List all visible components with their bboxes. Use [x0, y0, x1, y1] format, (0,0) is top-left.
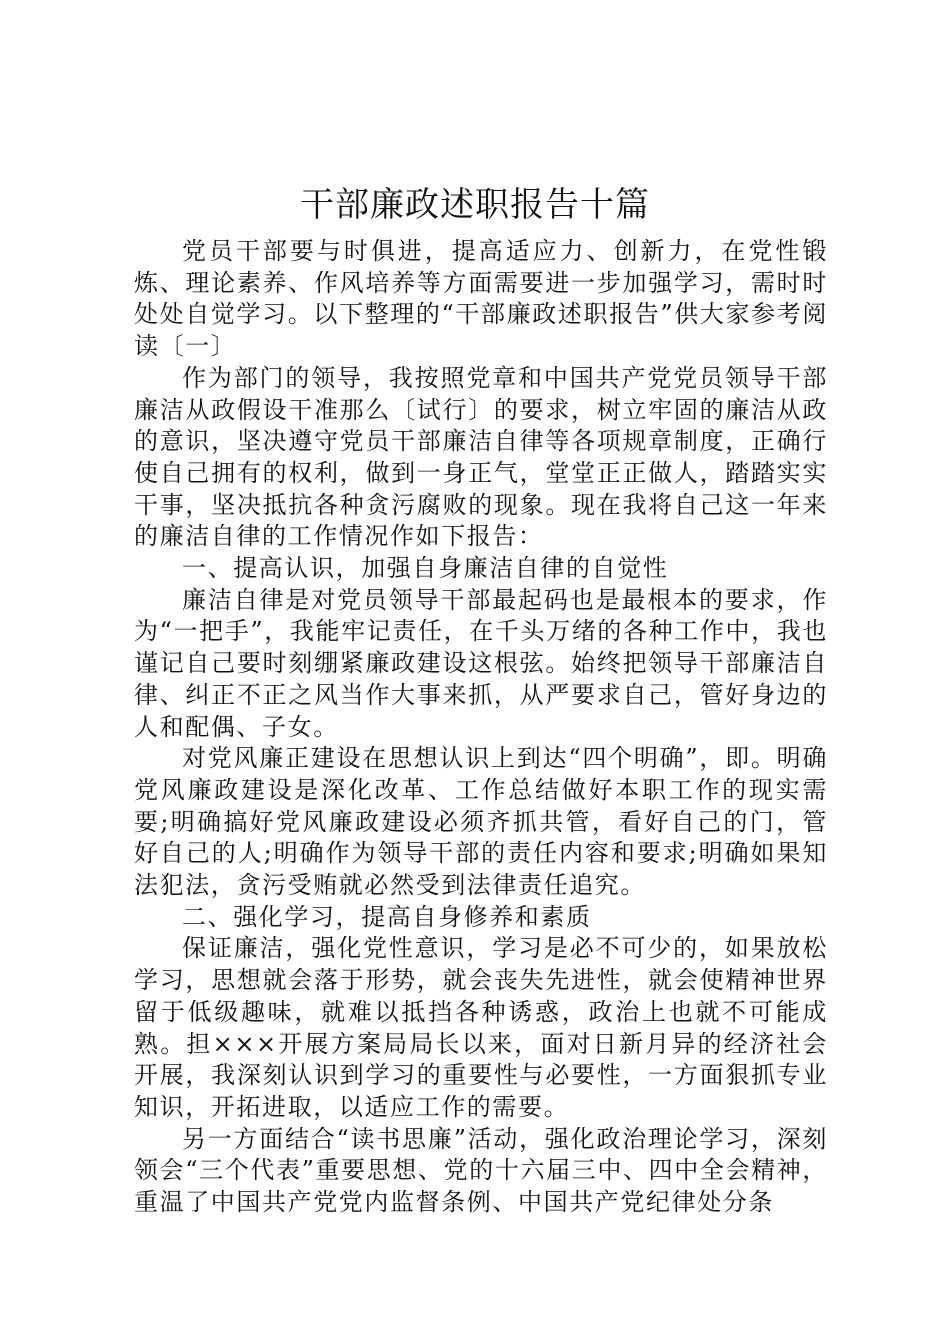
- section-heading-2: 二、强化学习，提高自身修养和素质: [182, 902, 592, 931]
- body-paragraph: 对党风廉正建设在思想认识上到达“四个明确”，即。明确党风廉政建设是深化改革、工作总结做好本职工作的现实需要;明确搞好党风廉政建设必须齐抓共管，看好自己的门，管好自己的人;明确作为领导干部的责任内容和要求;明确如果知法犯法，贪污受贿就必然受到法律责任追究。: [134, 744, 828, 900]
- body-paragraph: 保证廉洁，强化党性意识，学习是必不可少的，如果放松学习，思想就会落于形势，就会丧失先进性，就会使精神世界留于低级趣味，就难以抵挡各种诱惑，政治上也就不可能成熟。担×××开展方案局局长以来，面对日新月异的经济社会开展，我深刻认识到学习的重要性与必要性，一方面狠抓专业知识，开拓进取，以适应工作的需要。: [134, 934, 828, 1121]
- body-paragraph: 另一方面结合“读书思廉”活动，强化政治理论学习，深刻领会“三个代表”重要思想、党的十六届三中、四中全会精神，重温了中国共产党党内监督条例、中国共产党纪律处分条: [134, 1124, 828, 1217]
- body-paragraph: 廉洁自律是对党员领导干部最起码也是最根本的要求，作为“一把手”，我能牢记责任，在千头万绪的各种工作中，我也谨记自己要时刻绷紧廉政建设这根弦。始终把领导干部廉洁自律、纠正不正之风当作大事来抓，从严要求自己，管好身边的人和配偶、子女。: [134, 585, 828, 741]
- body-paragraph: 作为部门的领导，我按照党章和中国共产党党员领导干部廉洁从政假设干准那么〔试行〕的要求，树立牢固的廉洁从政的意识，坚决遵守党员干部廉洁自律等各项规章制度，正确行使自己拥有的权利，做到一身正气，堂堂正正做人，踏踏实实干事，坚决抵抗各种贪污腐败的现象。现在我将自己这一年来的廉洁自律的工作情况作如下报告：: [134, 363, 828, 551]
- section-heading-1: 一、提高认识，加强自身廉洁自律的自觉性: [182, 554, 669, 583]
- document-title: 干部廉政述职报告十篇: [300, 185, 650, 225]
- document-body: [134, 236, 828, 1219]
- intro-paragraph: 党员干部要与时俱进，提高适应力、创新力，在党性锻炼、理论素养、作风培养等方面需要进一步加强学习，需时时处处自觉学习。以下整理的“干部廉政述职报告”供大家参考阅读〔一〕: [134, 237, 828, 361]
